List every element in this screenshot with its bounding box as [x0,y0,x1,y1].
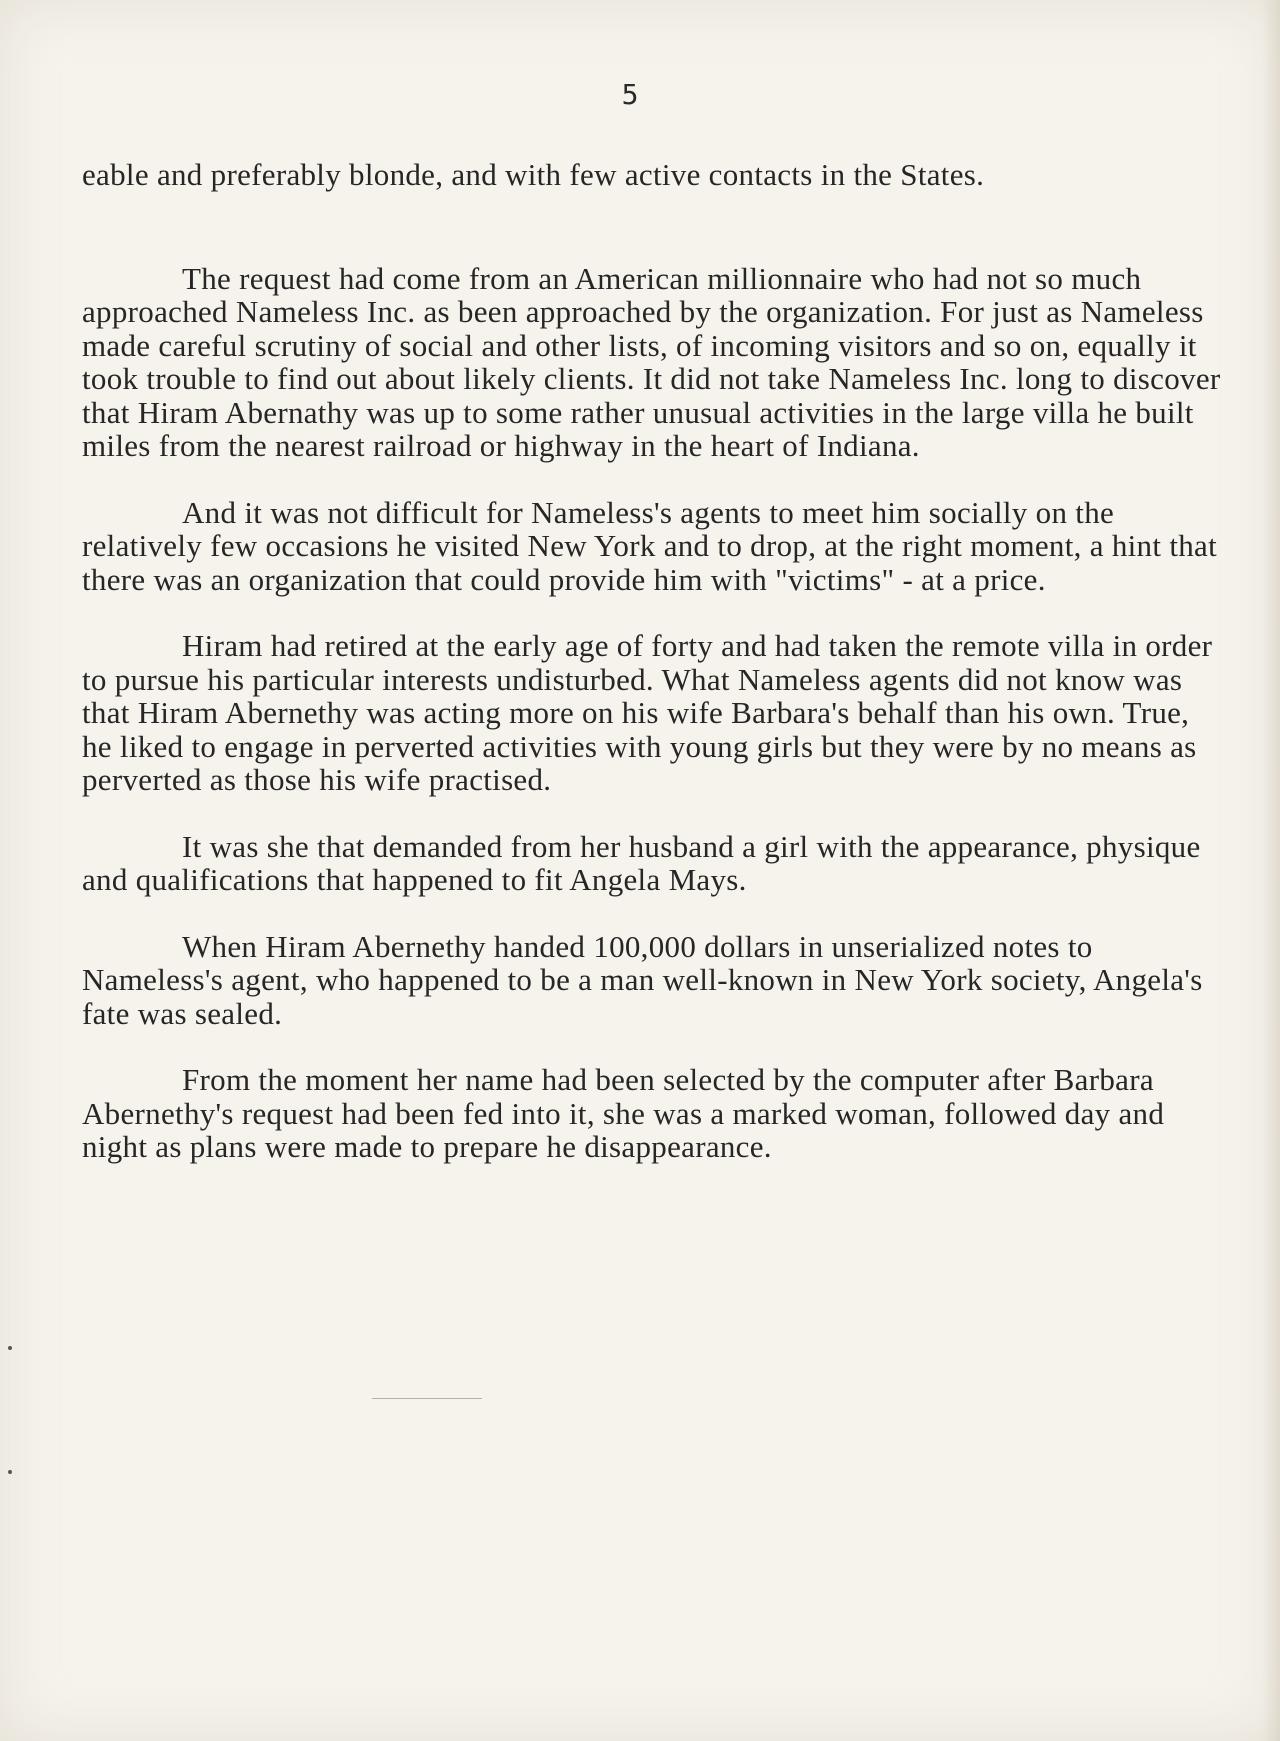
paragraph: When Hiram Abernethy handed 100,000 dollars in unserialized notes to Nameless's agent, who happened to be a man well-known in New York society, Angela's fate was sealed. [82,928,1203,1031]
paragraph: From the moment her name had been selected by the computer after Barbara Abernethy's request had been fed into it, she was a marked woman, followed day and night as plans were made to prepare he disappearance. [82,1062,1165,1164]
paragraph: And it was not difficult for Nameless's agents to meet him socially on the relatively few occasions he visited New York and to drop, at the right moment, a hint that there was an organization that could provide him with "victims" - at a price. [82,494,1218,597]
page-number: 5 [621,78,639,111]
faint-rule [372,1398,482,1399]
paragraph: The request had come from an American millionnaire who had not so much approached Nameless Inc. as been approached by the organization. For just as Nameless made careful scrutiny of social and other lists, of incoming visitors and so on, equally it took trouble to find out about likely clients. It did not take Nameless Inc. long to discover that Hiram Abernathy was up to some rather unusual activities in the large villa he built miles from the nearest railroad or highway in the heart of Indiana. [82,260,1221,463]
body-text [82,158,1222,1197]
margin-mark [8,1470,12,1474]
page-edge-shadow [1262,0,1280,1741]
paragraph-continuation: eable and preferably blonde, and with few active contacts in the States. [82,157,985,192]
paragraph: It was she that demanded from her husband a girl with the appearance, physique and qualifications that happened to fit Angela Mays. [82,828,1201,897]
paragraph: Hiram had retired at the early age of forty and had taken the remote villa in order to pursue his particular interests undisturbed. What Nameless agents did not know was that Hiram Abernethy was acting more on his wife Barbara's behalf than his own. True, he liked to engage in perverted activities with young girls but they were by no means as perverted as those his wife practised. [82,628,1213,797]
margin-mark [8,1346,12,1350]
